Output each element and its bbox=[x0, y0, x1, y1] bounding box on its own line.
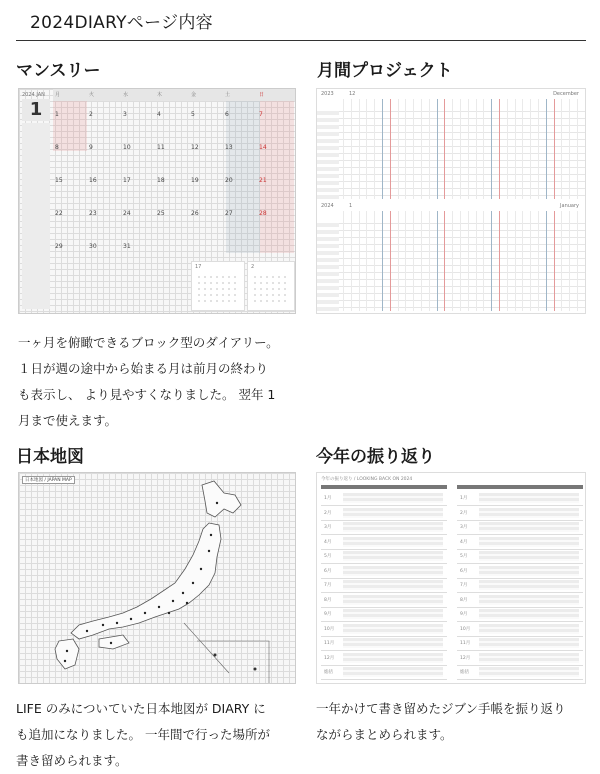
mini-calendar-next: 2 bbox=[247, 261, 295, 311]
monthly-day: 17 bbox=[123, 177, 131, 184]
monthly-day: 20 bbox=[225, 177, 233, 184]
review-row bbox=[457, 578, 583, 593]
review-row bbox=[321, 578, 447, 593]
review-row bbox=[321, 607, 447, 622]
review-month-label: 4月 bbox=[460, 539, 468, 545]
monthly-day: 5 bbox=[191, 111, 195, 118]
monthly-preview bbox=[18, 88, 296, 314]
monthly-day: 9 bbox=[89, 144, 93, 151]
monthly-day: 31 bbox=[123, 243, 131, 250]
review-month-label: 12月 bbox=[460, 655, 471, 661]
monthly-day: 3 bbox=[123, 111, 127, 118]
review-row bbox=[321, 665, 447, 680]
review-month-label: 総括 bbox=[324, 670, 333, 675]
project-preview bbox=[316, 88, 586, 314]
monthly-day: 2 bbox=[89, 111, 93, 118]
monthly-day: 30 bbox=[89, 243, 97, 250]
project-month-name-2: January bbox=[560, 203, 579, 209]
review-month-label: 6月 bbox=[460, 568, 468, 574]
review-month-label: 11月 bbox=[460, 641, 471, 646]
review-row bbox=[457, 593, 583, 608]
monthly-day: 7 bbox=[259, 111, 263, 118]
monthly-year: 2024 bbox=[22, 92, 35, 98]
monthly-day: 29 bbox=[55, 243, 63, 250]
review-label: 今年の振り返り / LOOKING BACK ON 2024 bbox=[321, 477, 413, 482]
weekday-label: 月 bbox=[55, 92, 61, 98]
review-row bbox=[321, 564, 447, 579]
monthly-description: 一ヶ月を俯瞰できるブロック型のダイアリー。 １日が週の途中から始まる月は前月の終わり も表示し、 より見やすくなりました。 翌年 1 月まで使えます。 bbox=[18, 335, 279, 428]
review-row bbox=[321, 622, 447, 637]
weekday-label: 火 bbox=[89, 92, 95, 98]
monthly-day: 26 bbox=[191, 210, 199, 217]
review-row bbox=[321, 651, 447, 666]
monthly-day: 11 bbox=[157, 144, 165, 151]
project-year-1: 2023 bbox=[321, 91, 334, 97]
monthly-heading: マンスリー bbox=[16, 61, 101, 81]
review-month-label: 7月 bbox=[324, 583, 332, 588]
page-title: 2024DIARYページ内容 bbox=[30, 13, 213, 33]
monthly-day: 25 bbox=[157, 210, 165, 217]
review-month-label: 4月 bbox=[324, 539, 332, 545]
review-month-label: 11月 bbox=[324, 641, 335, 646]
project-month-num-2: 1 bbox=[349, 203, 353, 209]
review-month-label: 5月 bbox=[324, 554, 332, 559]
weekday-label: 土 bbox=[225, 92, 231, 98]
weekday-label: 日 bbox=[259, 92, 265, 98]
review-description: 一年かけて書き留めたジブン手帳を振り返り ながらまとめられます。 bbox=[316, 701, 566, 742]
review-month-label: 8月 bbox=[324, 597, 332, 603]
monthly-day: 1 bbox=[55, 111, 59, 118]
project-month-name-1: December bbox=[553, 91, 579, 97]
review-row bbox=[457, 564, 583, 579]
monthly-day: 12 bbox=[191, 144, 199, 151]
review-month-label: 2月 bbox=[324, 510, 332, 516]
monthly-day: 21 bbox=[259, 177, 267, 184]
review-month-label: 総括 bbox=[460, 670, 469, 675]
monthly-day: 10 bbox=[123, 144, 131, 151]
review-row bbox=[457, 651, 583, 666]
review-row bbox=[321, 520, 447, 535]
monthly-day: 4 bbox=[157, 111, 161, 118]
weekday-label: 水 bbox=[123, 92, 129, 98]
review-row bbox=[321, 593, 447, 608]
review-preview bbox=[316, 472, 586, 684]
monthly-month-en: JAN bbox=[36, 92, 45, 98]
review-month-label: 3月 bbox=[460, 525, 468, 530]
project-year-2: 2024 bbox=[321, 203, 334, 209]
review-month-label: 2月 bbox=[460, 510, 468, 516]
monthly-big-month: 1 bbox=[22, 99, 50, 121]
review-row bbox=[457, 535, 583, 550]
mini-calendar-prev: 17 bbox=[191, 261, 245, 311]
monthly-day: 13 bbox=[225, 144, 233, 151]
japan-map-label: 日本地図 / JAPAN MAP bbox=[22, 476, 75, 484]
review-row bbox=[321, 506, 447, 521]
monthly-day: 15 bbox=[55, 177, 63, 184]
japan-map-heading: 日本地図 bbox=[16, 447, 84, 467]
review-month-label: 12月 bbox=[324, 655, 335, 661]
review-month-label: 1月 bbox=[460, 496, 468, 501]
review-month-label: 10月 bbox=[460, 626, 471, 632]
monthly-day: 6 bbox=[225, 111, 229, 118]
review-row bbox=[321, 535, 447, 550]
monthly-day: 16 bbox=[89, 177, 97, 184]
review-month-label: 3月 bbox=[324, 525, 332, 530]
japan-map-description: LIFE のみについていた日本地図が DIARY に も追加になりました。 一年間で行った場所が 書き留められます。 bbox=[16, 701, 270, 768]
weekday-label: 金 bbox=[191, 92, 197, 98]
review-row bbox=[457, 520, 583, 535]
review-month-label: 7月 bbox=[460, 583, 468, 588]
review-row bbox=[457, 491, 583, 506]
monthly-day: 18 bbox=[157, 177, 165, 184]
review-month-label: 8月 bbox=[460, 597, 468, 603]
review-month-label: 10月 bbox=[324, 626, 335, 632]
monthly-day: 27 bbox=[225, 210, 233, 217]
review-month-label: 9月 bbox=[324, 612, 332, 617]
review-month-label: 9月 bbox=[460, 612, 468, 617]
monthly-day: 19 bbox=[191, 177, 199, 184]
monthly-day: 8 bbox=[55, 144, 59, 151]
title-divider bbox=[16, 40, 586, 41]
review-month-label: 5月 bbox=[460, 554, 468, 559]
weekday-label: 木 bbox=[157, 92, 163, 98]
project-month-num-1: 12 bbox=[349, 91, 356, 97]
review-row bbox=[457, 622, 583, 637]
japan-map-preview bbox=[18, 472, 296, 684]
review-row bbox=[321, 549, 447, 564]
monthly-day: 28 bbox=[259, 210, 267, 217]
review-row bbox=[321, 491, 447, 506]
review-row bbox=[457, 549, 583, 564]
review-row bbox=[457, 506, 583, 521]
project-heading: 月間プロジェクト bbox=[317, 61, 453, 81]
japan-map-image bbox=[19, 473, 296, 684]
review-row bbox=[457, 636, 583, 651]
monthly-day: 23 bbox=[89, 210, 97, 217]
monthly-day: 14 bbox=[259, 144, 267, 151]
review-month-label: 6月 bbox=[324, 568, 332, 574]
review-month-rows bbox=[317, 491, 586, 683]
monthly-day: 22 bbox=[55, 210, 63, 217]
review-row bbox=[321, 636, 447, 651]
review-heading: 今年の振り返り bbox=[316, 447, 435, 467]
monthly-day: 24 bbox=[123, 210, 131, 217]
review-row bbox=[457, 607, 583, 622]
review-row bbox=[457, 665, 583, 680]
review-month-label: 1月 bbox=[324, 496, 332, 501]
